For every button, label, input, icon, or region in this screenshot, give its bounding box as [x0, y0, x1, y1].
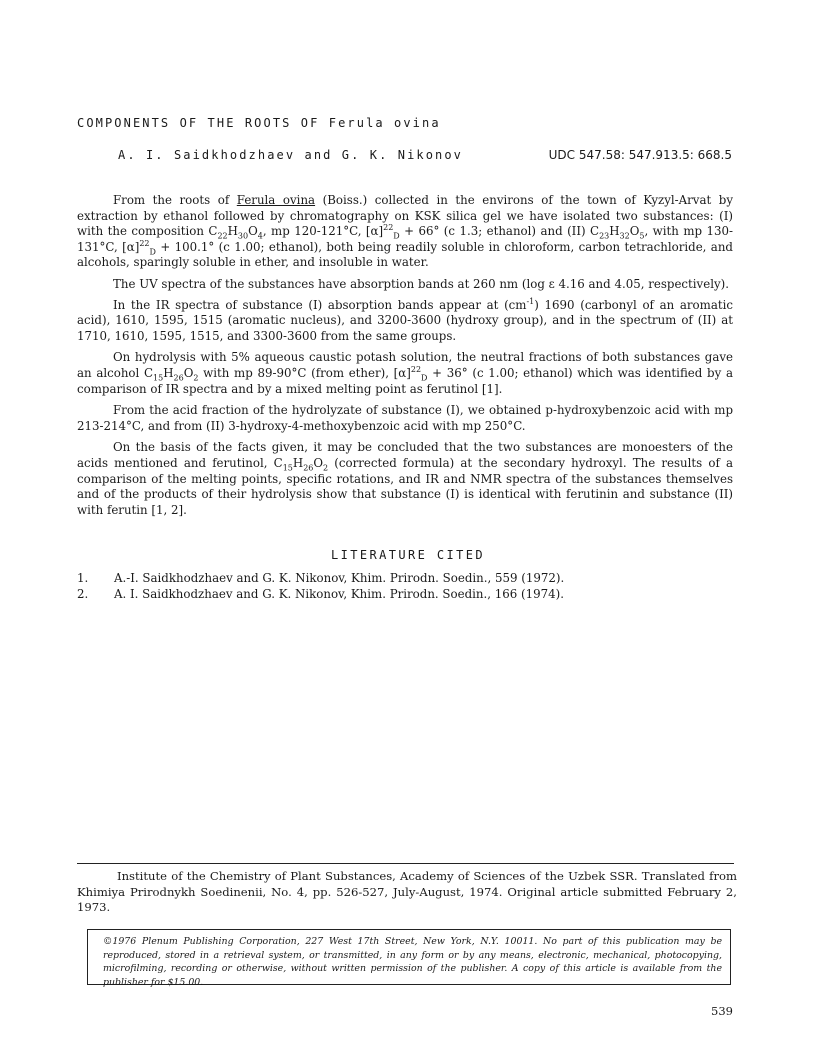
page-number: 539	[711, 1004, 733, 1018]
paragraph-4: On hydrolysis with 5% aqueous caustic potash solution, the neutral fractions of both substances gave an alcohol $C_{15}H_{26}O_2$ with mp 89-90°C (from ether), $[\alpha]^{22}_D + 36^\circ$ (c 1.00; ethanol) which was identified by a comparison of IR spectra and by a mixed melting point as ferutinol [1].	[77, 350, 733, 396]
plant-name: Ferula ovina	[236, 193, 316, 207]
paragraph-5: From the acid fraction of the hydrolyzate of substance (I), we obtained p-hydroxybenzoic acid with mp 213-214°C, and from (II) 3-hydroxy-4-methoxybenzoic acid with mp 250°C.	[77, 403, 733, 433]
paragraph-3: In the IR spectra of substance (I) absorption bands appear at $(cm^{-1})$ 1690 (carbonyl of an aromatic acid), 1610, 1595, 1515 (aromatic nucleus), and 3200-3600 (hydroxy group), and in the spectrum of (II) at 1710, 1610, 1595, 1515, and 3300-3600 from the same groups.	[77, 296, 733, 343]
article-title: COMPONENTS OF THE ROOTS OF Ferula ovina	[77, 116, 441, 130]
reference-item	[77, 570, 737, 586]
paragraph-1: From the roots of Ferula ovina (Boiss.) collected in the environs of the town of Kyzyl-Arvat by extraction by ethanol followed by chromatography on KSK silica gel we have isolated two substances: (I) with the composition $C_{22}H_{30}O_4$, mp 120-121°C, $[\alpha]^{22}_D + 66^\circ$ (c 1.3; ethanol) and (II) $C_{23}H_{32}O_5$, with mp 130-131°C, $[\alpha]^{22}_D + 100.1^\circ$ (c 1.00; ethanol), both being readily soluble in chloroform, carbon tetrachloride, and alcohols, sparingly soluble in ether, and insoluble in water.	[77, 193, 733, 270]
affiliation-footnote: Institute of the Chemistry of Plant Substances, Academy of Sciences of the Uzbek SSR. Translated from Khimiya Prirodnykh Soedinenii, No. 4, pp. 526-527, July-August, 1974. Original article submitted February 2, 1973.	[77, 869, 737, 914]
copyright-text: ©1976 Plenum Publishing Corporation, 227 West 17th Street, New York, N.Y. 10011. No part of this publication may be reproduced, stored in a retrieval system, or transmitted, in any form or by any means, electronic, mechanical, photocopying, microfilming, recording or otherwise, without written permission of the publisher. A copy of this article is available from the publisher for $15.00.	[103, 936, 722, 988]
reference-list	[77, 570, 737, 602]
footnote-divider	[77, 863, 734, 864]
reference-number: 1.	[77, 571, 89, 585]
reference-item	[77, 586, 737, 602]
article-body	[77, 193, 733, 524]
reference-text: A. I. Saidkhodzhaev and G. K. Nikonov, Khim. Prirodn. Soedin., 166 (1974).	[114, 587, 565, 601]
udc-code: UDC 547.58: 547.913.5: 668.5	[548, 148, 732, 162]
reference-text: A.-I. Saidkhodzhaev and G. K. Nikonov, Khim. Prirodn. Soedin., 559 (1972).	[114, 571, 565, 585]
article-authors: A. I. Saidkhodzhaev and G. K. Nikonov	[118, 148, 464, 162]
copyright-box	[87, 929, 731, 988]
reference-number: 2.	[77, 587, 89, 601]
literature-heading: LITERATURE CITED	[331, 548, 485, 562]
paragraph-6: On the basis of the facts given, it may be concluded that the two substances are monoesters of the acids mentioned and ferutinol, $C_{15}H_{26}O_2$ (corrected formula) at the secondary hydroxyl. The results of a comparison of the melting points, specific rotations, and IR and NMR spectra of the substances themselves and of the products of their hydrolysis show that substance (I) is identical with ferutinin and substance (II) with ferutin [1, 2].	[77, 440, 733, 517]
paragraph-2: The UV spectra of the substances have absorption bands at 260 nm (log ε 4.16 and 4.05, respectively).	[113, 276, 729, 291]
